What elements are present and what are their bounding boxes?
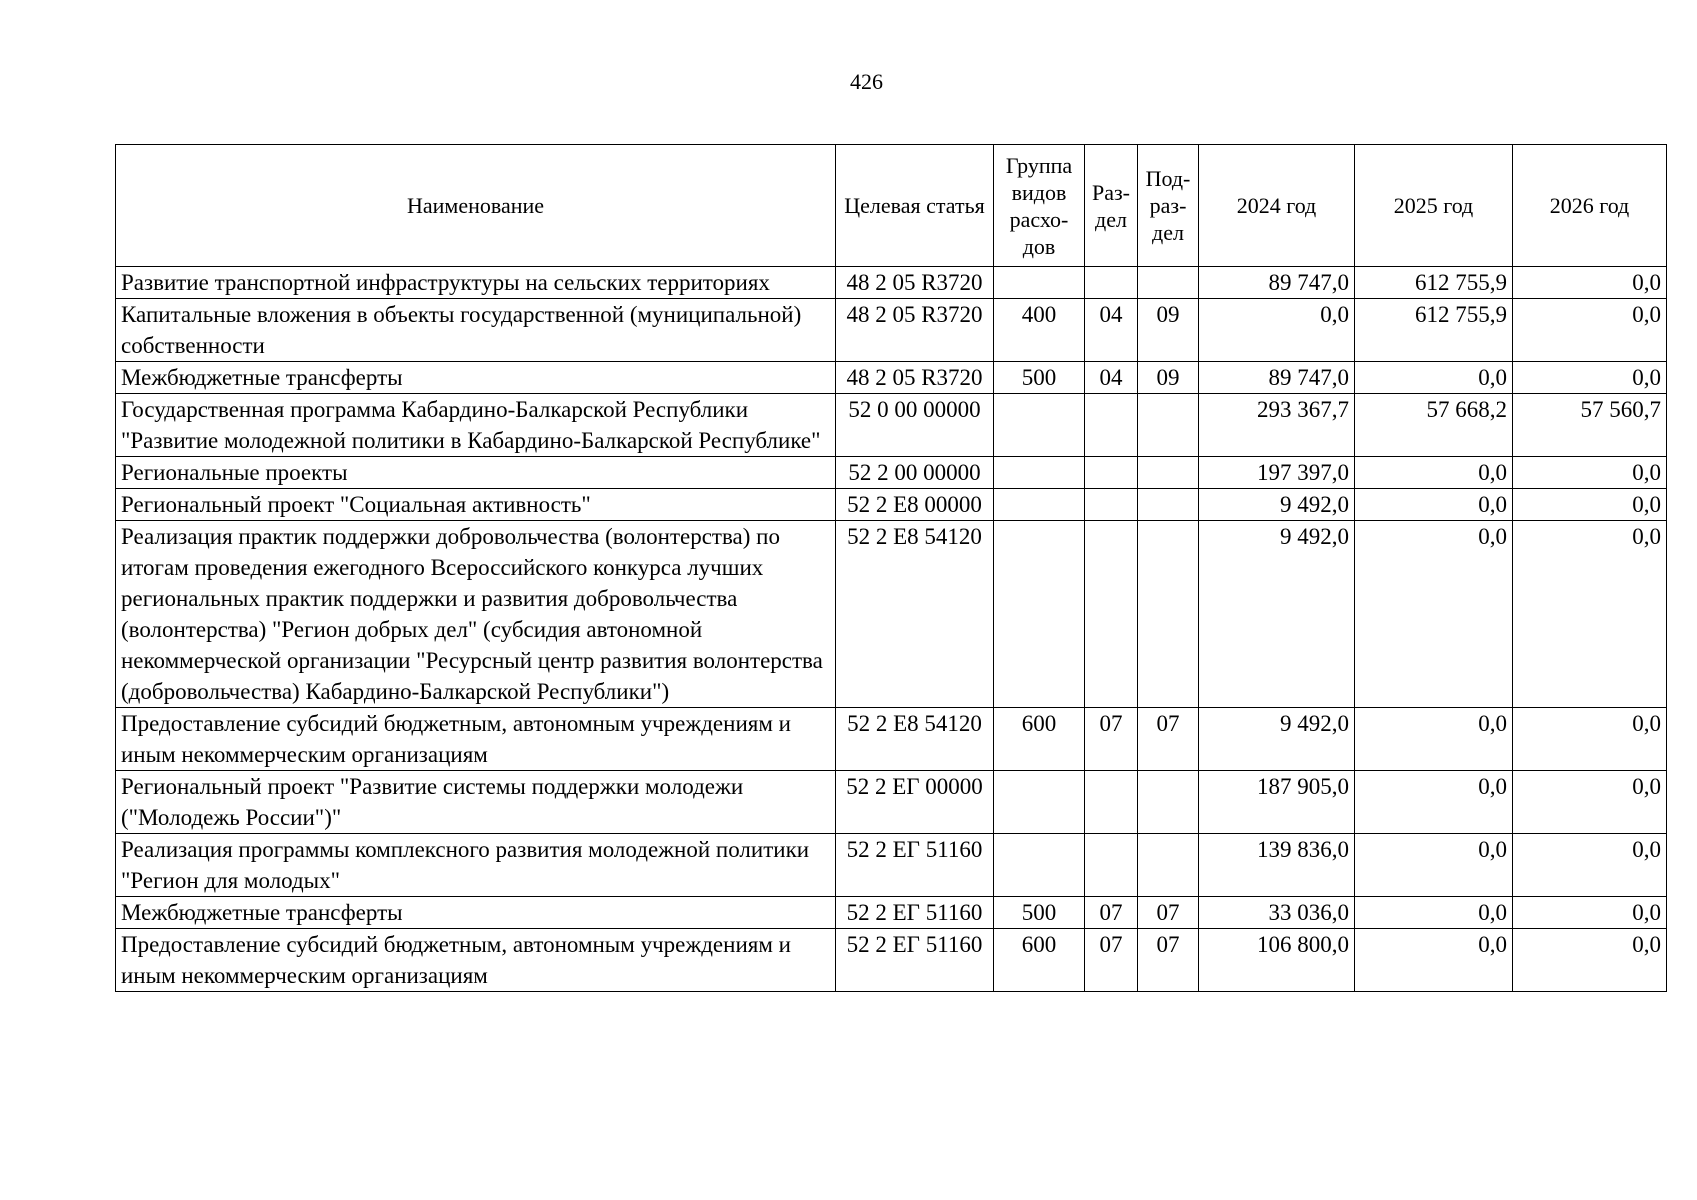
cell-2025: 612 755,9 <box>1355 299 1513 362</box>
cell-name: Межбюджетные трансферты <box>116 362 836 394</box>
cell-subsection: 07 <box>1138 897 1199 929</box>
cell-name: Реализация практик поддержки добровольчества (волонтерства) по итогам проведения ежегодного Всероссийского конкурса лучших региональных практик поддержки и развития добровольчества (волонтерства) "Регион добрых дел" (субсидия автономной некоммерческой организации "Ресурсный центр развития волонтерства (добровольчества) Кабардино-Балкарской Республики") <box>116 521 836 708</box>
cell-group <box>994 457 1085 489</box>
cell-section: 04 <box>1085 299 1138 362</box>
header-2026: 2026 год <box>1513 145 1667 267</box>
header-name: Наименование <box>116 145 836 267</box>
cell-target: 52 0 00 00000 <box>836 394 994 457</box>
cell-2026: 0,0 <box>1513 771 1667 834</box>
cell-target: 48 2 05 R3720 <box>836 362 994 394</box>
cell-2024: 89 747,0 <box>1199 267 1355 299</box>
cell-2024: 9 492,0 <box>1199 708 1355 771</box>
cell-2025: 0,0 <box>1355 362 1513 394</box>
header-group: Группа видов расхо-дов <box>994 145 1085 267</box>
table-body <box>116 267 1667 992</box>
cell-2025: 612 755,9 <box>1355 267 1513 299</box>
cell-group <box>994 394 1085 457</box>
cell-group: 500 <box>994 362 1085 394</box>
cell-subsection <box>1138 771 1199 834</box>
cell-target: 52 2 ЕГ 00000 <box>836 771 994 834</box>
cell-name: Региональный проект "Развитие системы поддержки молодежи ("Молодежь России")" <box>116 771 836 834</box>
cell-target: 48 2 05 R3720 <box>836 299 994 362</box>
table-row <box>116 299 1667 362</box>
cell-2026: 0,0 <box>1513 299 1667 362</box>
header-subsection: Под-раз-дел <box>1138 145 1199 267</box>
cell-subsection: 07 <box>1138 708 1199 771</box>
cell-2024: 9 492,0 <box>1199 521 1355 708</box>
header-row <box>116 145 1667 267</box>
cell-section: 04 <box>1085 362 1138 394</box>
cell-subsection <box>1138 394 1199 457</box>
cell-name: Межбюджетные трансферты <box>116 897 836 929</box>
cell-subsection <box>1138 267 1199 299</box>
cell-2024: 0,0 <box>1199 299 1355 362</box>
cell-2026: 0,0 <box>1513 834 1667 897</box>
cell-2025: 0,0 <box>1355 457 1513 489</box>
cell-name: Предоставление субсидий бюджетным, автономным учреждениям и иным некоммерческим организациям <box>116 708 836 771</box>
cell-2025: 0,0 <box>1355 771 1513 834</box>
cell-target: 48 2 05 R3720 <box>836 267 994 299</box>
cell-section <box>1085 457 1138 489</box>
cell-target: 52 2 E8 00000 <box>836 489 994 521</box>
cell-name: Капитальные вложения в объекты государственной (муниципальной) собственности <box>116 299 836 362</box>
table-row <box>116 394 1667 457</box>
cell-2026: 0,0 <box>1513 521 1667 708</box>
table-row <box>116 267 1667 299</box>
cell-name: Региональные проекты <box>116 457 836 489</box>
header-2024: 2024 год <box>1199 145 1355 267</box>
cell-group: 600 <box>994 708 1085 771</box>
cell-2025: 0,0 <box>1355 834 1513 897</box>
header-target: Целевая статья <box>836 145 994 267</box>
cell-group <box>994 834 1085 897</box>
table-row <box>116 708 1667 771</box>
cell-target: 52 2 ЕГ 51160 <box>836 929 994 992</box>
cell-2024: 89 747,0 <box>1199 362 1355 394</box>
cell-group: 600 <box>994 929 1085 992</box>
cell-2024: 9 492,0 <box>1199 489 1355 521</box>
table-row <box>116 489 1667 521</box>
cell-2025: 0,0 <box>1355 489 1513 521</box>
cell-name: Предоставление субсидий бюджетным, автономным учреждениям и иным некоммерческим организациям <box>116 929 836 992</box>
table-row <box>116 457 1667 489</box>
cell-2025: 0,0 <box>1355 929 1513 992</box>
cell-section <box>1085 771 1138 834</box>
cell-subsection <box>1138 489 1199 521</box>
cell-2026: 57 560,7 <box>1513 394 1667 457</box>
cell-2025: 0,0 <box>1355 521 1513 708</box>
cell-2025: 0,0 <box>1355 708 1513 771</box>
cell-2026: 0,0 <box>1513 929 1667 992</box>
cell-subsection: 07 <box>1138 929 1199 992</box>
cell-name: Государственная программа Кабардино-Балкарской Республики "Развитие молодежной политики в Кабардино-Балкарской Республике" <box>116 394 836 457</box>
cell-section <box>1085 834 1138 897</box>
cell-2024: 33 036,0 <box>1199 897 1355 929</box>
cell-group <box>994 267 1085 299</box>
cell-group <box>994 521 1085 708</box>
cell-2025: 0,0 <box>1355 897 1513 929</box>
cell-subsection <box>1138 457 1199 489</box>
cell-subsection: 09 <box>1138 299 1199 362</box>
cell-name: Реализация программы комплексного развития молодежной политики "Регион для молодых" <box>116 834 836 897</box>
cell-target: 52 2 E8 54120 <box>836 708 994 771</box>
cell-name: Развитие транспортной инфраструктуры на сельских территориях <box>116 267 836 299</box>
cell-group <box>994 489 1085 521</box>
cell-2026: 0,0 <box>1513 362 1667 394</box>
cell-target: 52 2 E8 54120 <box>836 521 994 708</box>
cell-section: 07 <box>1085 897 1138 929</box>
header-2025: 2025 год <box>1355 145 1513 267</box>
cell-2024: 293 367,7 <box>1199 394 1355 457</box>
cell-2026: 0,0 <box>1513 267 1667 299</box>
header-section: Раз-дел <box>1085 145 1138 267</box>
table-row <box>116 521 1667 708</box>
cell-2026: 0,0 <box>1513 457 1667 489</box>
cell-target: 52 2 00 00000 <box>836 457 994 489</box>
cell-2024: 106 800,0 <box>1199 929 1355 992</box>
cell-2025: 57 668,2 <box>1355 394 1513 457</box>
cell-group <box>994 771 1085 834</box>
cell-name: Региональный проект "Социальная активность" <box>116 489 836 521</box>
cell-2024: 139 836,0 <box>1199 834 1355 897</box>
table-row <box>116 834 1667 897</box>
cell-2024: 197 397,0 <box>1199 457 1355 489</box>
cell-group: 500 <box>994 897 1085 929</box>
page-number: 426 <box>850 69 883 94</box>
cell-2026: 0,0 <box>1513 708 1667 771</box>
cell-section <box>1085 394 1138 457</box>
budget-table <box>115 144 1667 992</box>
cell-target: 52 2 ЕГ 51160 <box>836 897 994 929</box>
cell-2024: 187 905,0 <box>1199 771 1355 834</box>
table-row <box>116 897 1667 929</box>
cell-section <box>1085 489 1138 521</box>
cell-section <box>1085 521 1138 708</box>
cell-subsection: 09 <box>1138 362 1199 394</box>
table-row <box>116 929 1667 992</box>
cell-group: 400 <box>994 299 1085 362</box>
cell-section: 07 <box>1085 708 1138 771</box>
table-row <box>116 771 1667 834</box>
cell-section <box>1085 267 1138 299</box>
table-row <box>116 362 1667 394</box>
cell-2026: 0,0 <box>1513 897 1667 929</box>
cell-subsection <box>1138 521 1199 708</box>
cell-target: 52 2 ЕГ 51160 <box>836 834 994 897</box>
cell-2026: 0,0 <box>1513 489 1667 521</box>
cell-section: 07 <box>1085 929 1138 992</box>
cell-subsection <box>1138 834 1199 897</box>
